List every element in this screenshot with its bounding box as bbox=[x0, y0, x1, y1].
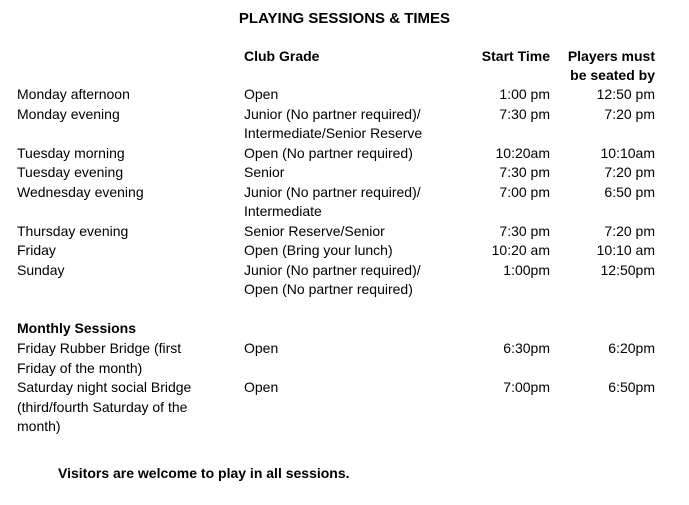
club-grade bbox=[244, 85, 459, 105]
session-name-line: (third/fourth Saturday of the bbox=[17, 398, 188, 415]
session-name-line: Monday afternoon bbox=[17, 86, 130, 102]
club-grade bbox=[244, 163, 459, 183]
seated-by-time: 10:10 am bbox=[596, 242, 655, 258]
session-name-line: Friday bbox=[17, 242, 56, 258]
seated-by-time: 7:20 pm bbox=[604, 222, 655, 239]
club-grade bbox=[244, 339, 459, 359]
club-grade bbox=[244, 183, 459, 222]
session-name bbox=[17, 144, 227, 164]
club-grade-line: Junior (No partner required)/ bbox=[244, 261, 421, 278]
club-grade-line: Open (No partner required) bbox=[244, 281, 413, 297]
start-time: 6:30pm bbox=[503, 340, 550, 356]
seated-by-time: 12:50pm bbox=[600, 261, 655, 278]
club-grade bbox=[244, 241, 459, 261]
club-grade-line: Junior (No partner required)/ bbox=[244, 183, 421, 200]
session-name bbox=[17, 378, 227, 437]
club-grade bbox=[244, 222, 459, 242]
session-name-line: Tuesday morning bbox=[17, 144, 125, 161]
start-time: 10:20 am bbox=[491, 242, 550, 258]
session-name-line: Friday of the month) bbox=[17, 359, 143, 376]
club-grade bbox=[244, 144, 459, 164]
club-grade bbox=[244, 261, 459, 300]
club-grade-line: Open bbox=[244, 340, 279, 356]
club-grade-line: Open (No partner required) bbox=[244, 144, 413, 161]
seated-by-time: 6:50 pm bbox=[604, 183, 655, 200]
club-grade-line: Open bbox=[244, 86, 279, 102]
session-name bbox=[17, 105, 227, 125]
session-name bbox=[17, 163, 227, 183]
club-grade bbox=[244, 105, 459, 144]
club-grade-line: Open bbox=[244, 379, 279, 395]
club-grade-line: Intermediate bbox=[244, 203, 322, 219]
column-header-club-grade: Club Grade bbox=[244, 48, 320, 64]
session-name-line: Tuesday evening bbox=[17, 164, 124, 180]
session-name bbox=[17, 222, 227, 242]
monthly-sessions-heading: Monthly Sessions bbox=[17, 320, 137, 336]
seated-by-time: 12:50 pm bbox=[596, 86, 655, 102]
session-name bbox=[17, 241, 227, 261]
club-grade-line: Junior (No partner required)/ bbox=[244, 105, 421, 122]
seated-by-time: 6:50pm bbox=[608, 379, 655, 395]
column-header-start-time: Start Time bbox=[481, 48, 550, 64]
club-grade-line: Senior bbox=[244, 164, 285, 180]
column-header-seated-line1: Players must bbox=[567, 48, 655, 64]
start-time: 7:00 pm bbox=[499, 183, 550, 200]
start-time: 1:00 pm bbox=[499, 86, 550, 102]
visitors-note: Visitors are welcome to play in all sessions. bbox=[58, 465, 350, 481]
seated-by-time: 7:20 pm bbox=[604, 105, 655, 122]
club-grade bbox=[244, 378, 459, 398]
club-grade-line: Senior Reserve/Senior bbox=[244, 222, 385, 239]
start-time: 7:00pm bbox=[503, 379, 550, 395]
session-name-line: month) bbox=[17, 418, 61, 434]
session-name-line: Monday evening bbox=[17, 105, 120, 122]
session-name bbox=[17, 261, 227, 281]
session-name-line: Sunday bbox=[17, 261, 65, 278]
session-name bbox=[17, 183, 227, 203]
column-header-seated-line2: be seated by bbox=[570, 67, 655, 83]
session-name bbox=[17, 339, 227, 378]
start-time: 7:30 pm bbox=[499, 105, 550, 122]
seated-by-time: 6:20pm bbox=[608, 340, 655, 356]
start-time: 7:30 pm bbox=[499, 222, 550, 239]
column-header-seated-by bbox=[565, 47, 655, 85]
start-time: 1:00pm bbox=[503, 261, 550, 278]
seated-by-time: 7:20 pm bbox=[604, 164, 655, 180]
session-name-line: Saturday night social Bridge bbox=[17, 379, 192, 395]
page-title: PLAYING SESSIONS & TIMES bbox=[238, 10, 451, 27]
session-name-line: Thursday evening bbox=[17, 222, 129, 239]
session-name-line: Wednesday evening bbox=[17, 183, 144, 200]
start-time: 10:20am bbox=[495, 144, 550, 161]
start-time: 7:30 pm bbox=[499, 164, 550, 180]
club-grade-line: Intermediate/Senior Reserve bbox=[244, 125, 423, 141]
session-name bbox=[17, 85, 227, 105]
seated-by-time: 10:10am bbox=[600, 144, 655, 161]
club-grade-line: Open (Bring your lunch) bbox=[244, 242, 393, 258]
session-name-line: Friday Rubber Bridge (first bbox=[17, 340, 182, 356]
